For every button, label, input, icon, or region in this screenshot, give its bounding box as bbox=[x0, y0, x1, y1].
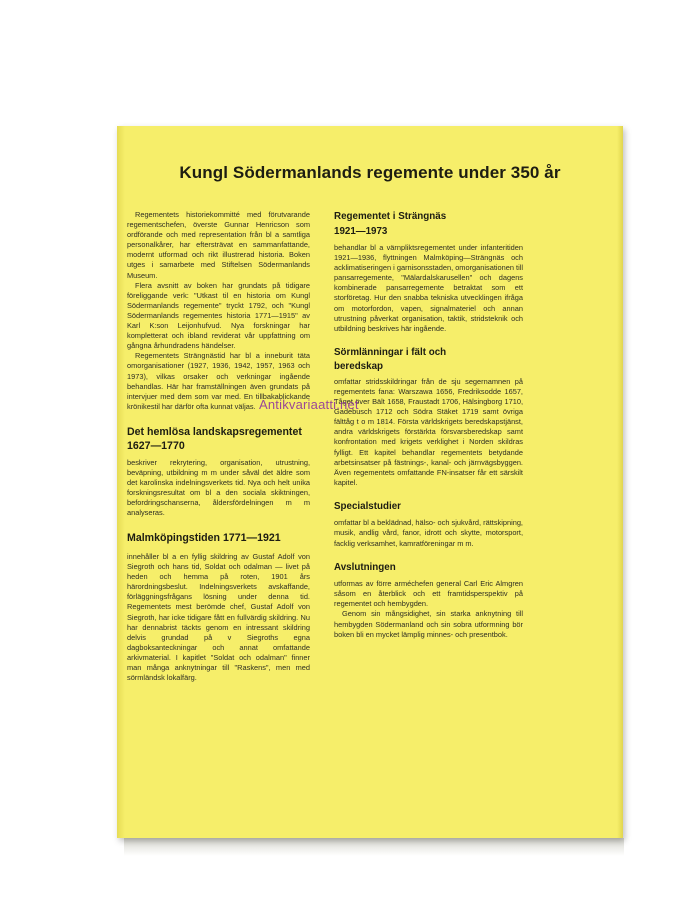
section-heading: beredskap bbox=[334, 361, 384, 373]
section-heading-years: 1921—1973 bbox=[334, 225, 388, 237]
section-text: behandlar bl a värnpliktsregementet under infanteritiden 1921—1936, flyttningen Malmköping—Strängnäs och acklimatiseringen i garnisonsstaden, omorganisationen till pansarregemente, "Mälardalskarusellen" och dagens kombinerade pansarregemente betraktat som ett storföretag. Hur den snabba tekniska utvecklingen ifråga om motorfordon, vapen, signalmateriel och annan utrustning påverkat organisation, taktik, stridsteknik och utbildning beskrives här ingående. bbox=[334, 243, 523, 333]
book-back-cover bbox=[117, 126, 623, 838]
section-heading: Regementet i Strängnäs bbox=[334, 211, 447, 222]
section-text: beskriver rekrytering, organisation, utrustning, beväpning, utbildning m m under såväl det äldre som det karolinska indelningsverkets tid. Nya och helt unika forskningsresultat om bl a den sociala skiktningen, befordringschanserna, åldersfördelningen m m analyseras. bbox=[127, 457, 310, 518]
intro-paragraph: Regementets Strängnästid har bl a inneburit täta omorganisationer (1927, 1936, 1942, 1957, 1963 och 1973), vilkas orsaker och verkningar ingående behandlas. Här har framställningen även grundats på intervjuer med dem som var med. En tillbakablickande krönikestil har därför ofta kunnat väljas. bbox=[127, 351, 310, 411]
right-column bbox=[334, 210, 523, 640]
intro-paragraph: Regementets historiekommitté med förutvarande regementschefen, överste Gunnar Henricson som ordförande och med representation från bl a samtliga personalkårer, har eftersträvat en sammanfattande, modernt utformad och rikt illustrerad historia. Boken utges i samarbete med Stiftelsen Södermanlands Museum. bbox=[127, 210, 310, 280]
section-heading-years: 1627—1770 bbox=[127, 440, 185, 453]
left-column bbox=[127, 210, 310, 683]
section-text: omfattar bl a beklädnad, hälso- och sjukvård, rättskipning, musik, andlig vård, fanor, idrott och skytte, motorsport, facklig verksamhet, kamratföreningar m m. bbox=[334, 518, 523, 548]
table-shadow bbox=[124, 838, 624, 856]
section-text: omfattar stridsskildringar från de sju segernamnen på regementets fana: Warszawa 1656, Fredriksodde 1657, Tåget över Bält 1658, Fraustadt 1706, Hälsingborg 1710, Gadebusch 1712 och Södra Stäket 1719 samt övriga fälttåg t o m 1814. Första världskrigets beredskapstjänst, andra världskrigets förstärkta försvarsberedskap samt konfrontation med krigets verklighet i Norden skildras fylligt. Ett kapitel behandlar regementets betydande arbetsinsatser på fästnings-, kanal- och järnvägsbyggen. Även regementets omfattande FN-insatser får ett särskilt kapitel. bbox=[334, 376, 523, 487]
book-title: Kungl Södermanlands regemente under 350 år bbox=[179, 163, 561, 182]
section-text: innehåller bl a en fyllig skildring av Gustaf Adolf von Siegroth och hans tid, Soldat och odalman — livet på heden och hemma på roten, 1901 års härordningsbeslut. Indelningsverkets avskaffande, förläggningsfrågans lösning under denna tid. Regementets mest berömde chef, Gustaf Adolf von Siegroth, har icke tidigare fått en fullvärdig skildring. Nu har dennabrist täckts genom en intressant skildring delvis grundad på v Siegroths egna dagboksanteckningar och annat omfattande arkivmaterial. I kapitlet "Soldat och odalman" finner man många anknytningar till "Raskens", men med sörmländsk lokalfärg. bbox=[127, 551, 310, 683]
section-text: Genom sin mångsidighet, sin starka anknytning till hembygden Södermanland och sin sobra utformning bör boken bli en mycket lämplig minnes- och presentbok. bbox=[334, 609, 523, 639]
intro-paragraph: Flera avsnitt av boken har grundats på tidigare föreliggande verk: "Utkast til en historia om Kungl Södermanlands regemente" tryckt 1792, och "Kungl Södermanlands regementes historia 1771—1915" av Karl K:son Leijonhufvud. Nya forskningar har kompletterat och ibland reviderat vår uppfattning om gångna århundradens händelser. bbox=[127, 280, 310, 351]
watermark: Antikvariaatti.net bbox=[259, 397, 359, 412]
section-heading: Sörmlänningar i fält och bbox=[334, 346, 447, 358]
section-heading: Avslutningen bbox=[334, 561, 396, 573]
section-heading: Specialstudier bbox=[334, 500, 401, 512]
section-heading: Malmköpingstiden 1771—1921 bbox=[127, 532, 281, 545]
section-text: utformas av förre arméchefen general Carl Eric Almgren såsom en återblick och ett framtidsperspektiv på regementet och hembygden. bbox=[334, 579, 523, 609]
section-heading: Det hemlösa landskapsregementet bbox=[127, 425, 302, 438]
